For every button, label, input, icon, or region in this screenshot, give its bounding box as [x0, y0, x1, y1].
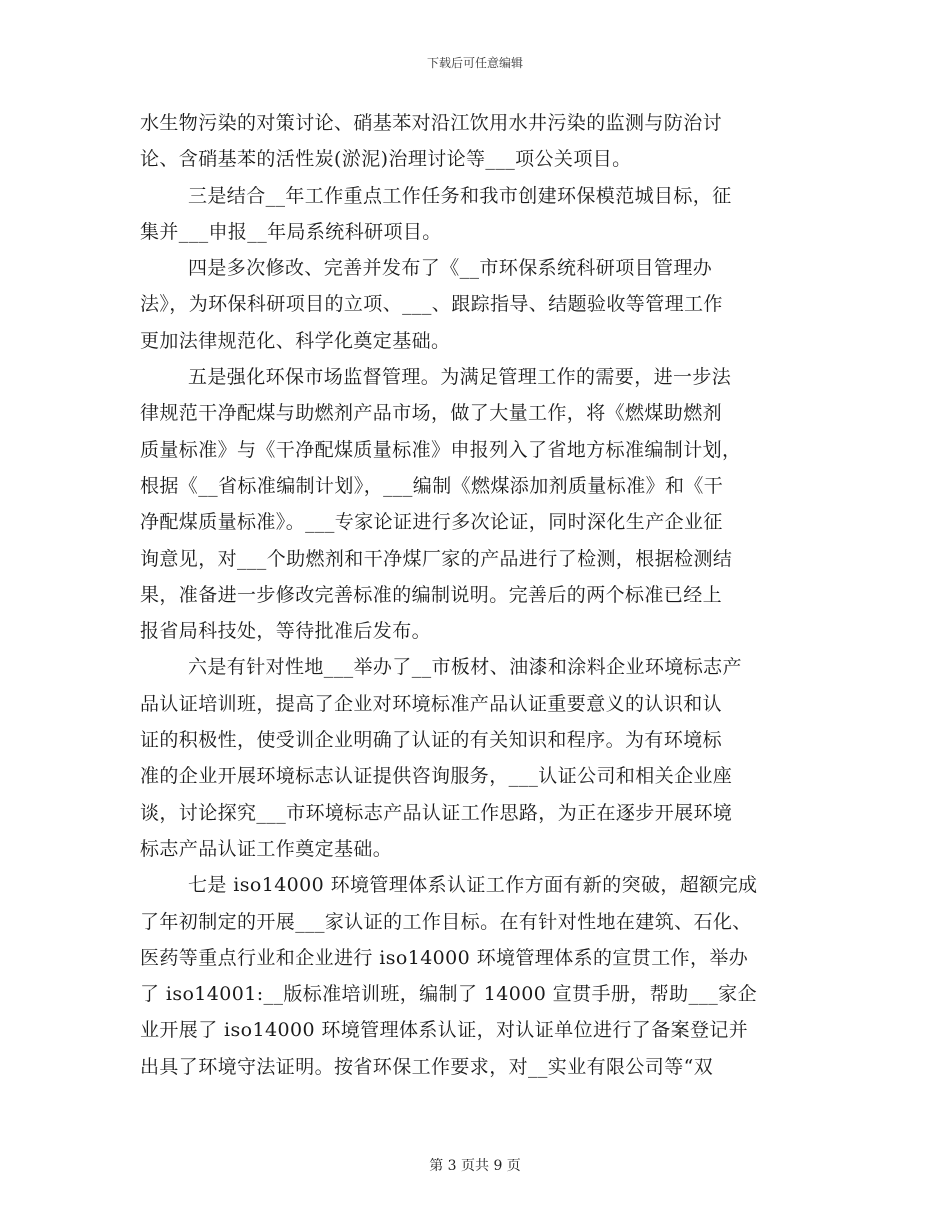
text-line: 谈，讨论探究___市环境标志产品认证工作思路，为正在逐步开展环境	[140, 801, 733, 824]
text-line: 报省局科技处，等待批准后发布。	[140, 620, 432, 643]
text-line: 证的积极性，使受训企业明确了认证的有关知识和程序。为有环境标	[140, 729, 723, 752]
paragraph-start-line: 五是强化环保市场监督管理。为满足管理工作的需要，进一步法	[188, 366, 732, 389]
text-line: 了 iso14001:__版标准培训班，编制了 14000 宣贯手册，帮助___家企	[140, 983, 757, 1006]
text-line: 了年初制定的开展___家认证的工作目标。在有针对性地在建筑、石化、	[140, 910, 752, 933]
text-line: 医药等重点行业和企业进行 iso14000 环境管理体系的宣贯工作，举办	[140, 946, 749, 969]
text-line: 准的企业开展环境标志认证提供咨询服务，___认证公司和相关企业座	[140, 765, 733, 788]
text-line: 业开展了 iso14000 环境管理体系认证，对认证单位进行了备案登记并	[140, 1019, 749, 1042]
paragraph-start-line: 六是有针对性地___举办了__市板材、油漆和涂料企业环境标志产	[188, 656, 742, 679]
text-line: 质量标准》与《干净配煤质量标准》申报列入了省地方标准编制计划，	[140, 438, 742, 461]
text-line: 根据《__省标准编制计划》，___编制《燃煤添加剂质量标准》和《干	[140, 474, 724, 497]
text-line: 标志产品认证工作奠定基础。	[140, 837, 393, 860]
text-line: 法》，为环保科研项目的立项、___、跟踪指导、结题验收等管理工作	[140, 293, 723, 316]
text-line: 果，准备进一步修改完善标准的编制说明。完善后的两个标准已经上	[140, 583, 723, 606]
page-header-note: 下载后可任意编辑	[426, 56, 523, 70]
text-line: 律规范干净配煤与助燃剂产品市场，做了大量工作，将《燃煤助燃剂	[140, 402, 723, 425]
text-line: 集并___申报__年局系统科研项目。	[140, 220, 442, 243]
text-line: 论、含硝基苯的活性炭(淤泥)治理讨论等___项公关项目。	[140, 148, 632, 171]
document-body	[140, 105, 808, 1085]
page-number: 第 3 页共 9 页	[429, 1158, 521, 1174]
text-line: 更加法律规范化、科学化奠定基础。	[140, 329, 451, 352]
text-line: 出具了环境守法证明。按省环保工作要求，对__实业有限公司等“双	[140, 1055, 714, 1078]
paragraph-start-line: 四是多次修改、完善并发布了《__市环保系统科研项目管理办	[188, 257, 713, 280]
text-line: 品认证培训班，提高了企业对环境标准产品认证重要意义的认识和认	[140, 692, 723, 715]
paragraph-start-line: 三是结合__年工作重点工作任务和我市创建环保模范城目标，征	[188, 184, 732, 207]
text-line: 水生物污染的对策讨论、硝基苯对沿江饮用水井污染的监测与防治讨	[140, 112, 723, 134]
paragraph-start-line: 七是 iso14000 环境管理体系认证工作方面有新的突破，超额完成	[188, 874, 758, 897]
text-line: 净配煤质量标准》。___专家论证进行多次论证，同时深化生产企业征	[140, 511, 723, 534]
text-line: 询意见，对___个助燃剂和干净煤厂家的产品进行了检测，根据检测结	[140, 547, 733, 570]
